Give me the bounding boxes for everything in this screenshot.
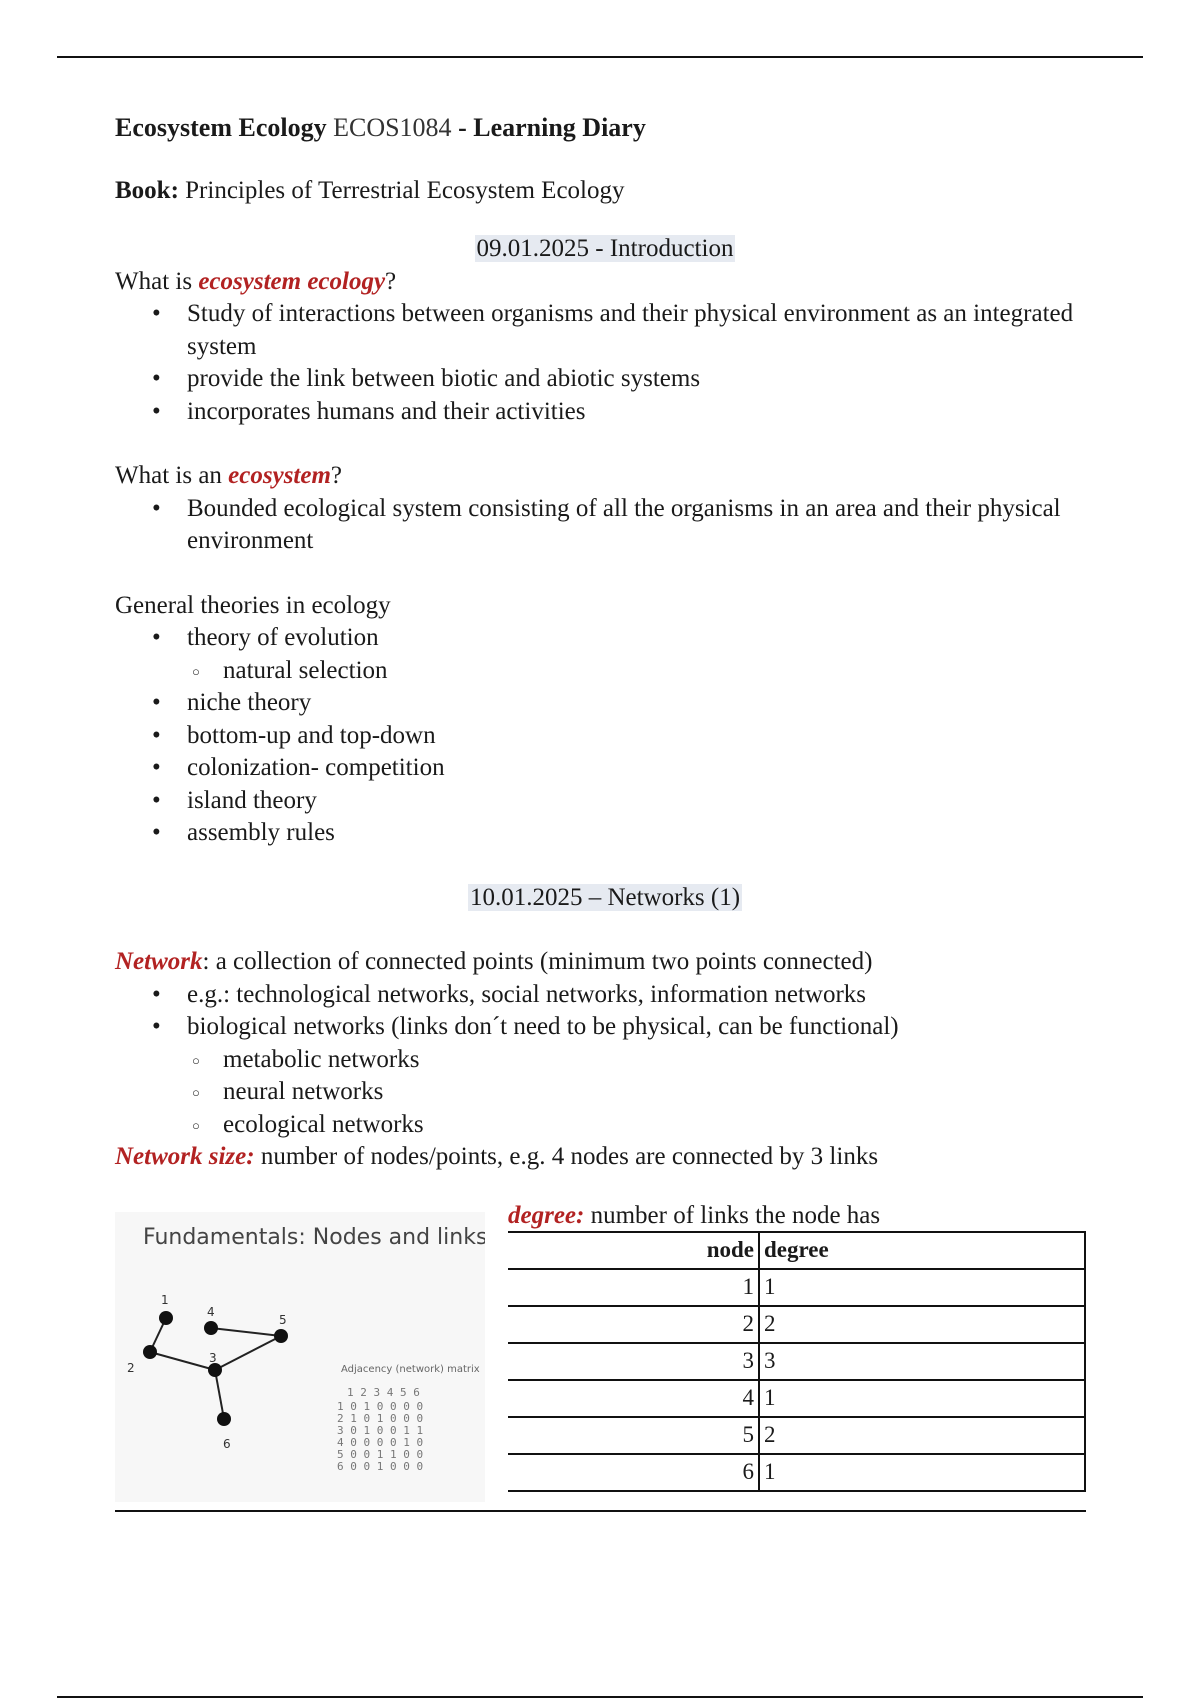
book-line (115, 175, 1095, 208)
adjacency-matrix (337, 1386, 423, 1473)
list-item: • colonization- competition (115, 752, 1095, 785)
table-row: 2 2 (508, 1306, 1085, 1343)
title-main: Ecosystem Ecology (115, 113, 327, 142)
network-graph-image (115, 1212, 485, 1502)
top-rule (57, 56, 1143, 58)
nodes-links-figure (115, 1212, 485, 1502)
ecosystem-list (115, 493, 1095, 558)
section-date-2: 10.01.2025 – Networks (1) (469, 883, 741, 911)
svg-text:3 0 1 0 0 1 1: 3 0 1 0 0 1 1 (337, 1423, 424, 1437)
svg-text:4 0 0 0 0 1 0: 4 0 0 0 0 1 0 (337, 1435, 424, 1449)
svg-text:4: 4 (207, 1304, 215, 1319)
biological-networks-sublist (115, 1044, 1095, 1142)
theories-list (115, 622, 1095, 655)
svg-text:5: 5 (279, 1312, 287, 1327)
term-ecosystem-ecology: ecosystem ecology (198, 267, 386, 295)
term-degree: degree: (508, 1201, 585, 1229)
table-header-row (508, 1232, 1085, 1269)
network-size-definition: Network size: number of nodes/points, e.g. 4 nodes are connected by 3 links (115, 1143, 879, 1170)
book-label: Book: (115, 176, 179, 204)
title-rest: - Learning Diary (458, 113, 646, 142)
svg-text:1 2 3 4 5 6: 1 2 3 4 5 6 (347, 1385, 420, 1399)
svg-text:6 0 0 1 0 0 0: 6 0 0 1 0 0 0 (337, 1459, 424, 1473)
node-5 (274, 1329, 288, 1343)
list-item: • assembly rules (115, 817, 1095, 850)
document-page (115, 112, 1095, 1512)
book-title: Principles of Terrestrial Ecosystem Ecology (185, 176, 625, 204)
network-definition: Network: a collection of connected points (minimum two points connected) (115, 948, 873, 975)
table-row: 1 1 (508, 1269, 1085, 1306)
table-row: 3 3 (508, 1343, 1085, 1380)
list-item: • provide the link between biotic and abiotic systems (115, 363, 1095, 396)
list-item: • incorporates humans and their activities (115, 396, 1095, 429)
table-row: 4 1 (508, 1380, 1085, 1417)
svg-text:2: 2 (127, 1360, 135, 1375)
list-item: • biological networks (links don´t need to be physical, can be functional) (115, 1011, 1095, 1044)
term-network-size: Network size: (115, 1143, 255, 1170)
svg-text:3: 3 (209, 1350, 217, 1365)
node-1 (159, 1311, 173, 1325)
term-ecosystem: ecosystem (228, 462, 331, 489)
svg-text:5 0 0 1 1 0 0: 5 0 0 1 1 0 0 (337, 1447, 424, 1461)
node-4 (204, 1321, 218, 1335)
list-item: ○ neural networks (115, 1076, 1095, 1109)
ecosystem-ecology-list (115, 298, 1095, 428)
list-item: • Study of interactions between organisms and their physical environment as an integrated system (115, 298, 1095, 363)
list-item: • e.g.: technological networks, social networks, information networks (115, 979, 1095, 1012)
term-network: Network (115, 948, 203, 975)
svg-text:2 1 0 1 0 0 0: 2 1 0 1 0 0 0 (337, 1411, 424, 1425)
figure-title: Fundamentals: Nodes and links (143, 1224, 485, 1250)
list-item: • theory of evolution (115, 622, 1095, 655)
node-6 (217, 1412, 231, 1426)
question-ecosystem-ecology: What is ecosystem ecology? (115, 267, 397, 295)
figure-row (115, 1201, 1086, 1512)
section-date-1: 09.01.2025 - Introduction (476, 235, 734, 262)
list-item: • niche theory (115, 687, 1095, 720)
list-item: ○ ecological networks (115, 1109, 1095, 1142)
list-item: • bottom-up and top-down (115, 720, 1095, 753)
node-3 (208, 1363, 222, 1377)
list-item: • island theory (115, 785, 1095, 818)
theories-sublist (115, 655, 1095, 688)
svg-text:1 0 1 0 0 0 0: 1 0 1 0 0 0 0 (337, 1399, 424, 1413)
theories-heading: General theories in ecology (115, 591, 391, 619)
question-ecosystem: What is an ecosystem? (115, 462, 343, 489)
degree-definition: degree: number of links the node has (508, 1201, 881, 1229)
list-item: ○ natural selection (115, 655, 1095, 688)
svg-text:1: 1 (161, 1292, 169, 1307)
header-node: node (508, 1232, 759, 1269)
node-2 (143, 1345, 157, 1359)
matrix-label: Adjacency (network) matrix (341, 1363, 480, 1375)
network-list (115, 979, 1095, 1044)
table-row: 6 1 (508, 1454, 1085, 1491)
degree-table (508, 1231, 1086, 1492)
document-title (115, 112, 1095, 145)
course-code: ECOS1084 (333, 113, 452, 142)
list-item: ○ metabolic networks (115, 1044, 1095, 1077)
bottom-rule (57, 1696, 1143, 1698)
table-row: 5 2 (508, 1417, 1085, 1454)
theories-list-continued (115, 687, 1095, 850)
list-item: • Bounded ecological system consisting of all the organisms in an area and their physical environment (115, 493, 1095, 558)
svg-text:6: 6 (223, 1436, 231, 1451)
header-degree: degree (759, 1232, 1085, 1269)
